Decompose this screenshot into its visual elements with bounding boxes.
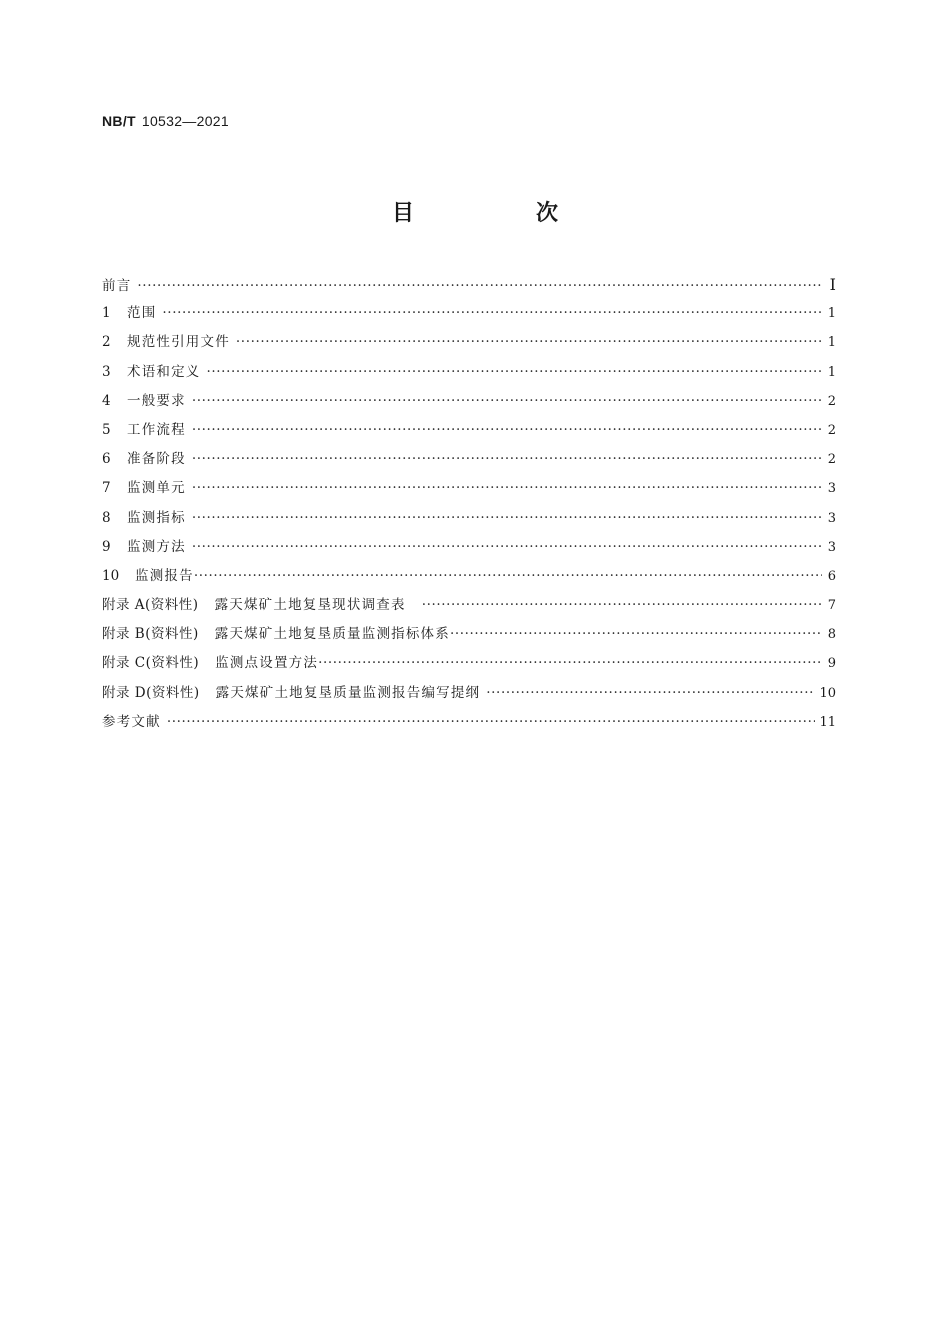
toc-entry-7[interactable] — [102, 474, 836, 503]
toc-entry-page: 3 — [827, 510, 836, 526]
toc-entry-label: 规范性引用文件 — [127, 334, 230, 351]
toc-dot-leader — [486, 679, 815, 708]
toc-dot-leader — [192, 474, 822, 503]
toc-entry-number: 7 — [102, 480, 111, 497]
toc-dot-leader — [137, 272, 822, 301]
toc-entry-number: 2 — [102, 334, 111, 351]
toc-entry-page: 10 — [819, 685, 836, 701]
toc-entry-5[interactable] — [102, 416, 836, 445]
toc-entry-label: 监测方法 — [127, 538, 186, 555]
toc-entry-page: 3 — [827, 481, 836, 497]
toc-dot-leader — [422, 591, 822, 620]
toc-entry-page: 8 — [827, 627, 836, 643]
toc-entry-bibliography[interactable] — [102, 708, 836, 737]
toc-entry-annex-d[interactable] — [102, 679, 836, 708]
toc-entry-label: 前言 — [102, 278, 132, 294]
toc-dot-leader — [192, 387, 822, 416]
toc-entry-4[interactable] — [102, 387, 836, 416]
toc-entry-label: 监测指标 — [127, 509, 186, 526]
toc-entry-page: 1 — [827, 364, 836, 380]
toc-entry-label: 监测单元 — [127, 480, 186, 497]
toc-title: 目 次 — [391, 201, 608, 226]
toc-entry-2[interactable] — [102, 328, 836, 357]
toc-entry-label: 工作流程 — [127, 421, 186, 438]
toc-entry-label: 露天煤矿土地复垦质量监测报告编写提纲 — [215, 684, 481, 701]
toc-entry-page: 2 — [827, 452, 836, 468]
toc-dot-leader — [450, 620, 822, 649]
table-of-contents — [102, 270, 836, 737]
toc-entry-page: 2 — [827, 393, 836, 409]
toc-entry-number: 10 — [102, 567, 120, 584]
toc-dot-leader — [318, 649, 822, 678]
toc-annex-designation: 附录 B(资料性) — [102, 626, 199, 643]
toc-dot-leader — [162, 299, 822, 328]
toc-entry-page: 9 — [827, 656, 836, 672]
toc-entry-page: 3 — [827, 539, 836, 555]
toc-entry-page: 2 — [827, 422, 836, 438]
standard-number: 10532—2021 — [141, 113, 229, 129]
toc-entry-page: 7 — [827, 598, 836, 614]
toc-entry-label: 准备阶段 — [127, 451, 186, 468]
toc-entry-label: 监测报告 — [135, 567, 194, 584]
toc-entry-label: 术语和定义 — [127, 363, 201, 380]
toc-entry-annex-c[interactable] — [102, 649, 836, 678]
toc-entry-number: 6 — [102, 451, 111, 468]
toc-entry-1[interactable] — [102, 299, 836, 328]
toc-annex-designation: 附录 C(资料性) — [102, 655, 200, 672]
toc-dot-leader — [236, 328, 822, 357]
toc-entry-label: 监测点设置方法 — [215, 655, 319, 672]
toc-entry-label: 参考文献 — [102, 713, 161, 730]
toc-entry-number: 1 — [102, 305, 111, 322]
toc-entry-3[interactable] — [102, 358, 836, 387]
toc-entry-label: 一般要求 — [127, 392, 186, 409]
toc-entry-number: 8 — [102, 509, 111, 526]
toc-entry-label: 露天煤矿土地复垦现状调查表 — [214, 597, 406, 614]
toc-entry-6[interactable] — [102, 445, 836, 474]
standard-code — [102, 113, 229, 129]
toc-entry-page: 6 — [827, 568, 836, 584]
toc-entry-annex-a[interactable] — [102, 591, 836, 620]
toc-annex-designation: 附录 D(资料性) — [102, 684, 200, 701]
toc-entry-9[interactable] — [102, 533, 836, 562]
toc-entry-number: 4 — [102, 392, 111, 409]
toc-annex-designation: 附录 A(资料性) — [102, 597, 199, 614]
toc-entry-number: 9 — [102, 538, 111, 555]
toc-entry-annex-b[interactable] — [102, 620, 836, 649]
standard-prefix: NB/T — [102, 113, 136, 129]
toc-entry-page: Ⅰ — [829, 275, 836, 294]
toc-entry-10[interactable] — [102, 562, 836, 591]
toc-entry-number: 3 — [102, 363, 111, 380]
toc-dot-leader — [194, 562, 822, 591]
toc-dot-leader — [192, 504, 822, 533]
toc-entry-page: 1 — [827, 306, 836, 322]
toc-entry-page: 11 — [819, 714, 836, 730]
toc-dot-leader — [192, 445, 822, 474]
toc-entry-page: 1 — [827, 335, 836, 351]
toc-dot-leader — [207, 358, 823, 387]
toc-dot-leader — [192, 533, 822, 562]
toc-entry-foreword[interactable] — [102, 270, 836, 299]
toc-dot-leader — [192, 416, 822, 445]
toc-entry-label: 范围 — [127, 305, 157, 322]
toc-dot-leader — [167, 708, 816, 737]
toc-entry-label: 露天煤矿土地复垦质量监测指标体系 — [214, 626, 450, 643]
toc-entry-8[interactable] — [102, 504, 836, 533]
toc-entry-number: 5 — [102, 421, 111, 438]
